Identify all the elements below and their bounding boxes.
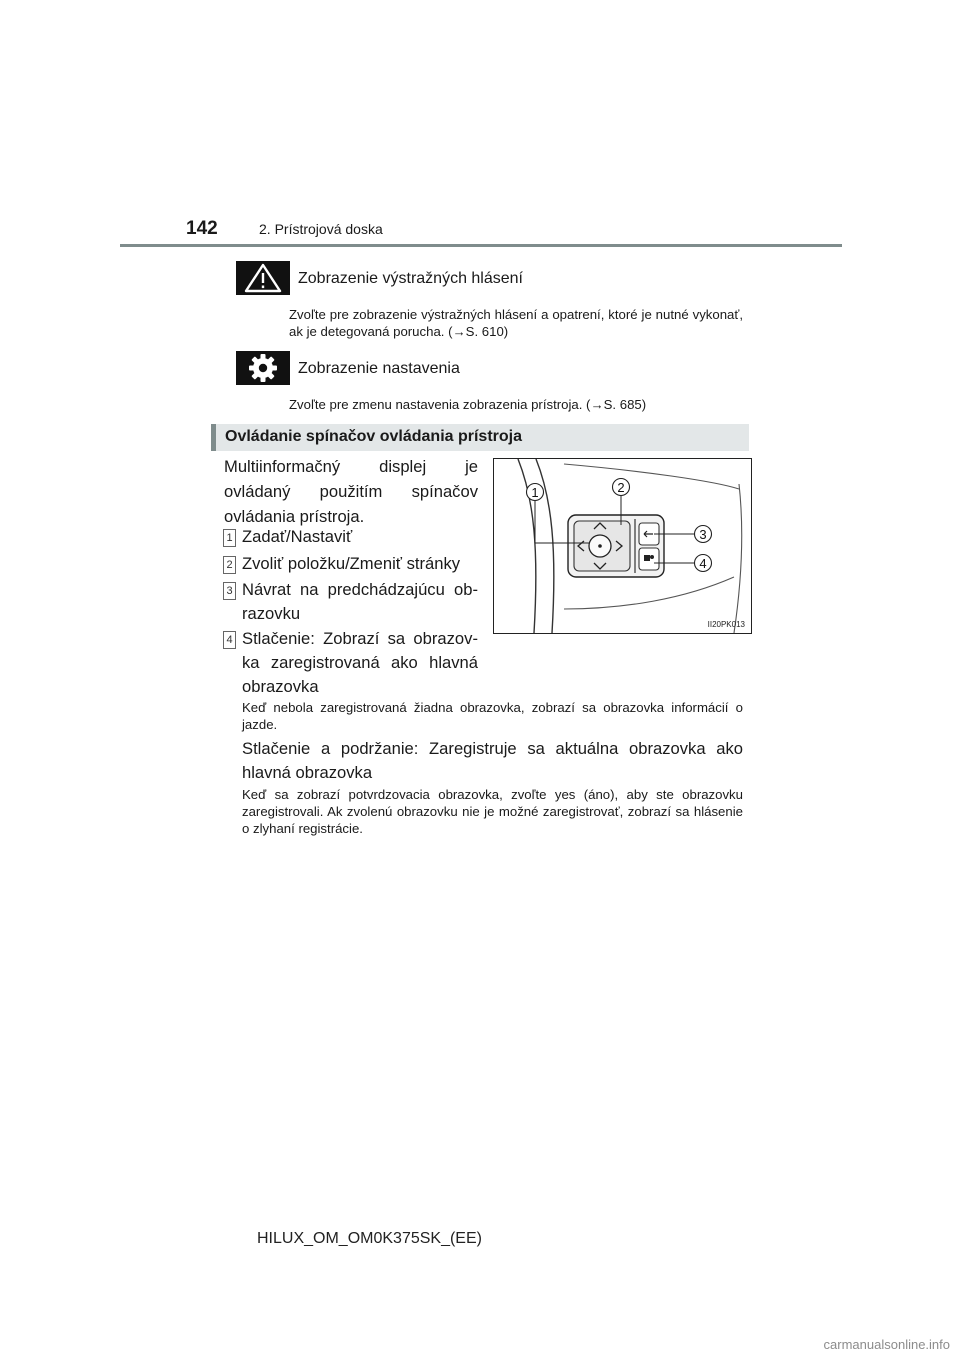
list-number-4: 4 [223,631,236,649]
header-rule [120,244,842,247]
settings-item-title: Zobrazenie nastavenia [298,360,460,377]
list-number-3: 3 [223,582,236,600]
watermark: carmanualsonline.info [823,1337,950,1352]
list-item-1: Zadať/Nastaviť [242,527,353,546]
callout-2: 2 [617,480,625,495]
section-intro: Multiinformačný displej je ovládaný použitím spínačov ovládania prístroja. [224,457,478,526]
list-item-4: Stlačenie: Zobrazí sa obrazovka zaregistrovaná ako hlavná obrazovka [242,629,478,696]
page-number: 142 [186,218,218,239]
list-item-3: Návrat na predchádzajúcu obrazovku [242,580,478,623]
press-hold-text: Stlačenie a podržanie: Zaregistruje sa aktuálna obrazovka ako hlavná obrazovka [242,739,743,782]
note-no-registered-screen: Keď nebola zaregistrovaná žiadna obrazovka, zobrazí sa obrazovka informácií o jazde. [242,700,743,732]
steering-switch-illustration [494,459,751,633]
callout-4: 4 [699,556,707,571]
section-heading-title: Ovládanie spínačov ovládania prístroja [225,428,522,445]
section-heading-accent [211,424,216,451]
steering-switch-figure [493,458,752,634]
document-id: HILUX_OM_OM0K375SK_(EE) [257,1230,482,1247]
gear-icon [236,351,290,385]
list-number-2: 2 [223,556,236,574]
figure-code: II20PK013 [707,620,745,629]
warning-triangle-icon [236,261,290,295]
warning-item-text: Zvoľte pre zobrazenie výstražných hlásení a opatrení, ktoré je nutné vykonať, ak je detegovaná porucha. (→S. 610) [289,307,743,339]
settings-item-text: Zvoľte pre zmenu nastavenia zobrazenia prístroja. (→S. 685) [289,397,647,412]
callout-1: 1 [531,485,539,500]
callout-3: 3 [699,527,707,542]
list-item-2: Zvoliť položku/Zmeniť stránky [242,554,461,573]
warning-item-title: Zobrazenie výstražných hlásení [298,270,523,287]
section-heading [211,424,749,451]
list-number-1: 1 [223,529,236,547]
note-confirmation: Keď sa zobrazí potvrdzovacia obrazovka, zvoľte yes (áno), aby ste obrazovku zaregistrovali. Ak zvolenú obrazovku nie je možné zaregistrovať, zobrazí sa hlásenie o zlyhaní registrácie. [242,787,743,836]
chapter-title: 2. Prístrojová doska [259,221,383,237]
